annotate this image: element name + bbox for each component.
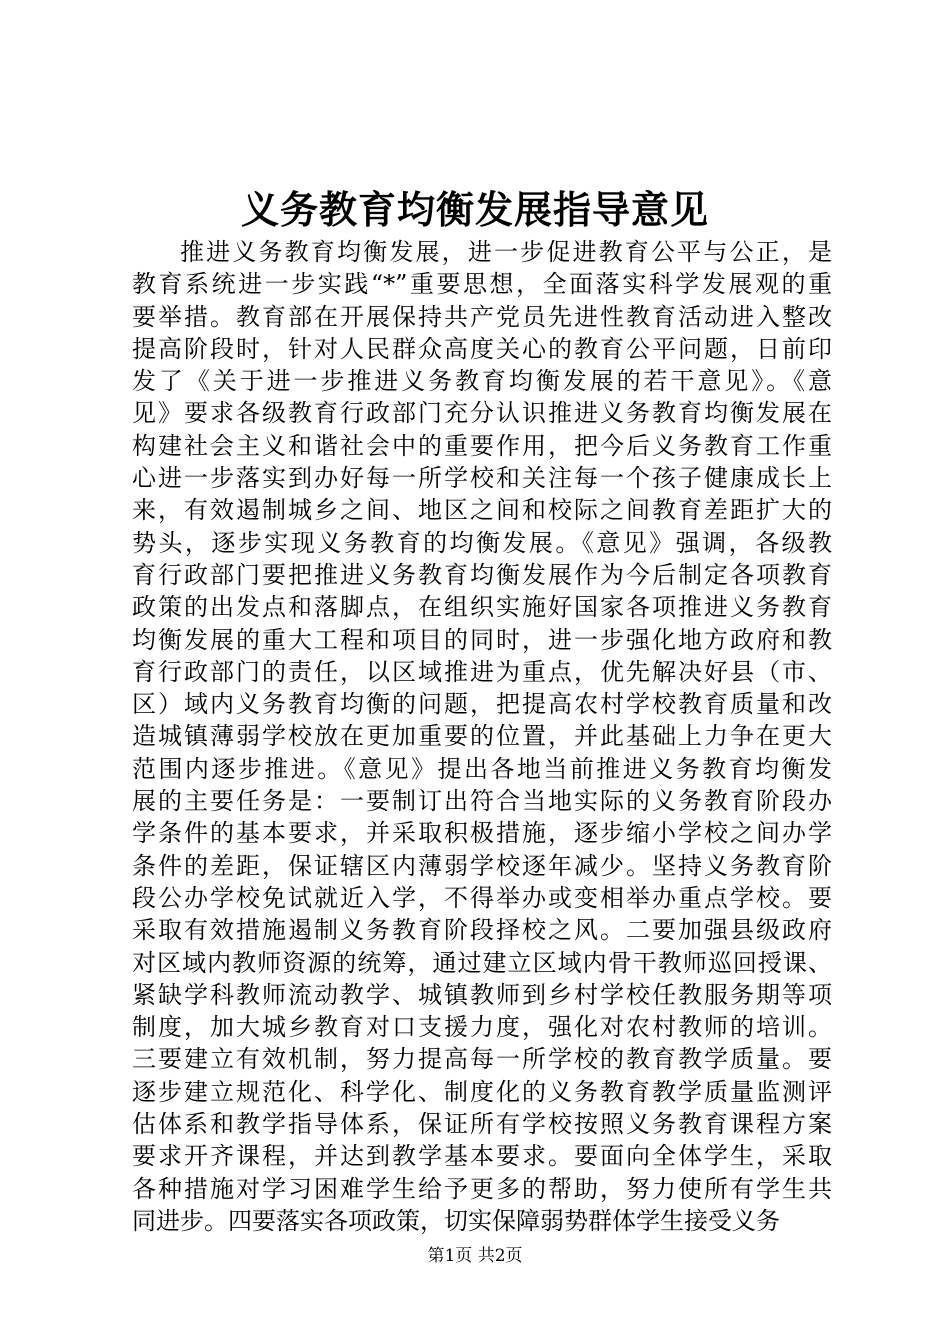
body-line: 造城镇薄弱学校放在更加重要的位置，并此基础上力争在更大	[132, 722, 832, 751]
body-line: 同进步。四要落实各项政策，切实保障弱势群体学生接受义务	[132, 1206, 780, 1235]
body-line: 范围内逐步推进。《意见》提出各地当前推进义务教育均衡发	[132, 754, 832, 783]
body-line: 提高阶段时，针对人民群众高度关心的教育公平问题，日前印	[132, 334, 832, 363]
body-line: 心进一步落实到办好每一所学校和关注每一个孩子健康成长上	[132, 464, 832, 493]
body-line: 学条件的基本要求，并采取积极措施，逐步缩小学校之间办学	[132, 819, 832, 848]
document-title: 义务教育均衡发展指导意见	[240, 187, 709, 232]
body-line: 均衡发展的重大工程和项目的同时，进一步强化地方政府和教	[132, 625, 832, 654]
body-line: 区）域内义务教育均衡的问题，把提高农村学校教育质量和改	[132, 690, 832, 719]
body-line: 势头，逐步实现义务教育的均衡发展。《意见》强调，各级教	[132, 528, 832, 557]
body-line: 推进义务教育均衡发展，进一步促进教育公平与公正，是	[180, 238, 832, 266]
body-line: 教育系统进一步实践“*”重要思想，全面落实科学发展观的重	[132, 270, 832, 299]
body-line: 发了《关于进一步推进义务教育均衡发展的若干意见》。《意	[132, 367, 832, 396]
document-body	[132, 236, 832, 1237]
body-line: 政策的出发点和落脚点，在组织实施好国家各项推进义务教育	[132, 593, 832, 622]
body-line: 估体系和教学指导体系，保证所有学校按照义务教育课程方案	[132, 1110, 832, 1139]
body-line: 育行政部门的责任，以区域推进为重点，优先解决好县（市、	[132, 657, 832, 686]
body-line: 育行政部门要把推进义务教育均衡发展作为今后制定各项教育	[132, 560, 832, 589]
body-line: 逐步建立规范化、科学化、制度化的义务教育教学质量监测评	[132, 1077, 832, 1106]
body-line: 见》要求各级教育行政部门充分认识推进义务教育均衡发展在	[132, 399, 832, 428]
body-line: 采取有效措施遏制义务教育阶段择校之风。二要加强县级政府	[132, 916, 832, 945]
body-line: 要求开齐课程，并达到教学基本要求。要面向全体学生，采取	[132, 1142, 832, 1171]
body-line: 要举措。教育部在开展保持共产党员先进性教育活动进入整改	[132, 302, 832, 331]
body-line: 来，有效遏制城乡之间、地区之间和校际之间教育差距扩大的	[132, 496, 832, 525]
body-line: 各种措施对学习困难学生给予更多的帮助，努力使所有学生共	[132, 1174, 832, 1203]
body-line: 对区域内教师资源的统筹，通过建立区域内骨干教师巡回授课、	[132, 948, 832, 977]
body-line: 制度，加大城乡教育对口支援力度，强化对农村教师的培训。	[132, 1013, 832, 1042]
body-line: 展的主要任务是：一要制订出符合当地实际的义务教育阶段办	[132, 787, 832, 816]
body-line: 构建社会主义和谐社会中的重要作用，把今后义务教育工作重	[132, 431, 832, 460]
body-line: 三要建立有效机制，努力提高每一所学校的教育教学质量。要	[132, 1045, 832, 1074]
body-line: 段公办学校免试就近入学，不得举办或变相举办重点学校。要	[132, 883, 832, 912]
body-line: 紧缺学科教师流动教学、城镇教师到乡村学校任教服务期等项	[132, 980, 832, 1009]
body-line: 条件的差距，保证辖区内薄弱学校逐年减少。坚持义务教育阶	[132, 851, 832, 880]
page-footer: 第1页 共2页	[427, 1246, 523, 1266]
